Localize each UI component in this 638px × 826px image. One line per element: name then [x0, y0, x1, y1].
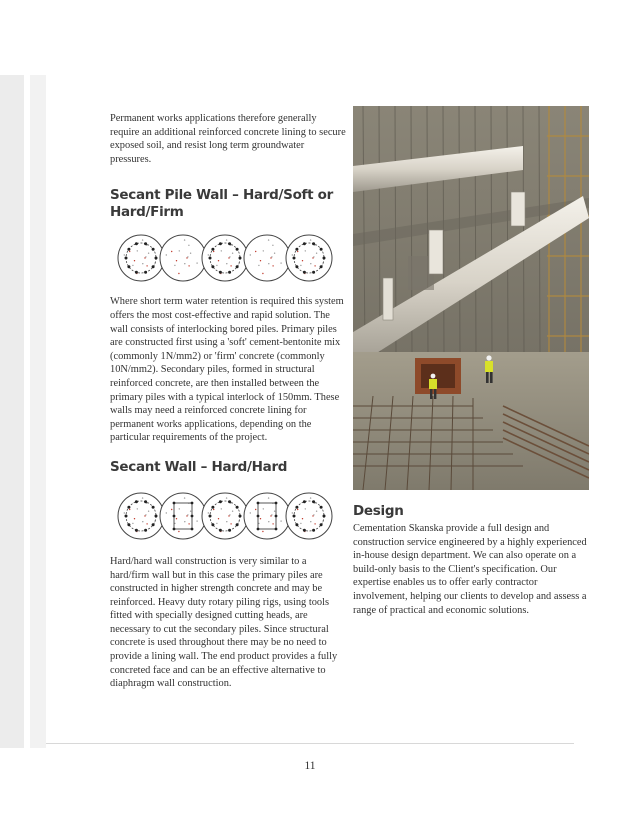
- pile-reinforced-5: [286, 493, 332, 539]
- design-paragraph: Cementation Skanska provide a full design and construction service engineered by a highly experienced in-house design department. We can also operate on a build-only basis to the Client's specification. Our expertise enables us to offer early contractor involvement, helping our clients to develop and assess a range of practical and economic solutions.: [353, 523, 587, 616]
- pile-reinforced-3: [202, 493, 248, 539]
- pile-reinforced-5: [286, 235, 332, 281]
- page-number: 11: [304, 760, 316, 772]
- page-footer-rule: [46, 743, 574, 744]
- design-heading: Design: [353, 503, 404, 519]
- left-margin-band-inner: [30, 75, 46, 748]
- pile-section-diagram-2: [116, 490, 342, 542]
- pile-reinforced-1: [118, 493, 164, 539]
- pile-boxed-4: [244, 493, 290, 539]
- left-margin-band: [0, 75, 24, 748]
- hard-hard-paragraph: Hard/hard wall construction is very similar to a hard/firm wall but in this case the primary piles are constructed in higher strength concrete and may be reinforced. Heavy duty rotary piling rigs, using tools fitted with specially designed cutting heads, are necessary to cut the secondary piles. Since structural concrete is used throughout there may be no need to provide a lining wall. The end product provides a fully concreted face and can be an effective alternative to diaphragm wall construction.: [110, 555, 338, 690]
- construction-site-photo: [353, 106, 589, 490]
- hard-soft-paragraph: Where short term water retention is required this system offers the most cost-effective and rapid solution. The wall consists of interlocking bored piles. Primary piles are constructed first using a 'soft' cement-bentonite mix (commonly 1N/mm2) or 'firm' concrete (commonly 10N/mm2). Secondary piles, formed in structural reinforced concrete, are then installed between the primary piles with a typical interlock of 150mm. These walls may need a reinforced concrete lining for permanent works applications, depending on the particular requirements of the project.: [110, 296, 344, 444]
- pile-plain-4: [244, 235, 290, 281]
- secant-hard-hard-heading: Secant Wall – Hard/Hard: [110, 458, 288, 475]
- hard-hard-pile-diagram: [116, 490, 348, 542]
- pile-boxed-2: [160, 493, 206, 539]
- intro-paragraph: Permanent works applications therefore generally require an additional reinforced concrete lining to secure exposed soil, and resist long term groundwater pressures.: [110, 113, 346, 165]
- pile-reinforced-1: [118, 235, 164, 281]
- pile-plain-2: [160, 235, 206, 281]
- left-column: [110, 112, 348, 691]
- secant-hard-soft-heading: Secant Pile Wall – Hard/Soft or Hard/Firm: [110, 187, 334, 221]
- right-column: [353, 106, 589, 617]
- hard-soft-pile-diagram: [116, 232, 348, 284]
- pile-reinforced-3: [202, 235, 248, 281]
- pile-section-diagram-1: [116, 232, 342, 284]
